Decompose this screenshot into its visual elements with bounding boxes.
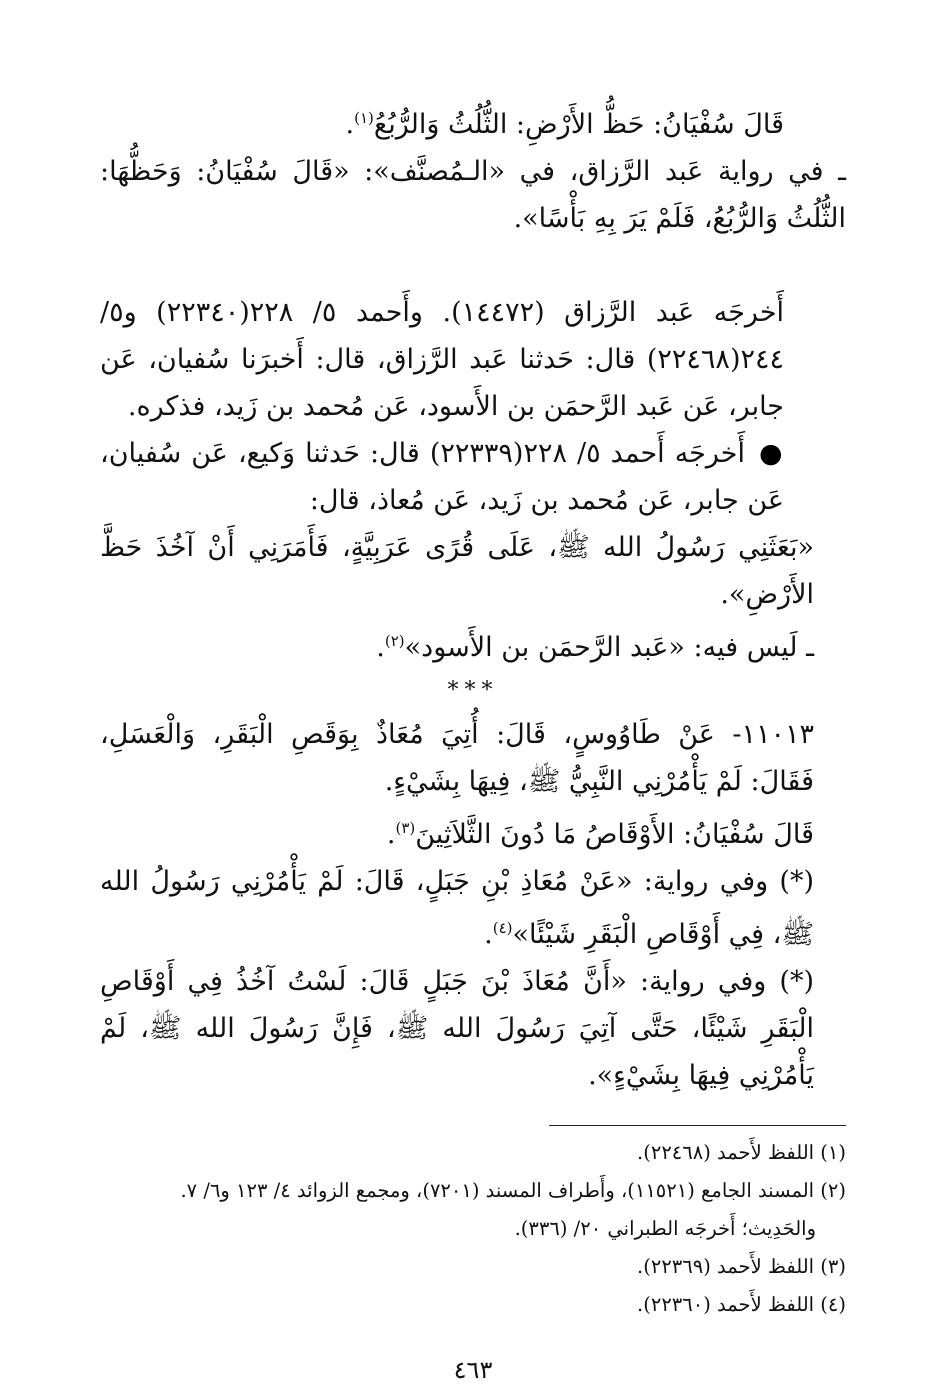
footnote-1: (١) اللفظ لأَحمد (٢٢٤٦٨).	[637, 1141, 846, 1164]
page-number: ٤٦٣	[453, 1356, 493, 1384]
footnote-2-continuation: والحَدِيث؛ أَخرجَه الطبراني ٢٠/ (٣٣٦).	[514, 1217, 816, 1240]
paragraph-takhrij-1: أَخرجَه عَبد الرَّزاق (١٤٤٧٢). وأَحمد ٥/ ٢٢٨(٢٢٣٤٠) و٥/ ٢٤٤(٢٢٤٦٨) قال: حَدثنا عَبد الرَّزاق، قال: أَخبرَنا سُفيان، عَن جابر، عَن عَبد الرَّحمَن بن الأَسود، عَن مُحمد بن زَيد، فذكره.	[100, 297, 785, 422]
paragraph-hadith-text: «بَعَثَنِي رَسُولُ الله ﷺ، عَلَى قُرًى عَرَبِيَّةٍ، فَأَمَرَنِي أَنْ آخُذَ حَظَّ الأَرْضِ».	[100, 532, 814, 610]
page	[100, 95, 846, 1383]
text: .	[386, 819, 396, 850]
footnote-4: (٤) اللفظ لأَحمد (٢٢٣٦٠).	[637, 1293, 846, 1316]
main-text	[100, 95, 846, 1099]
footnotes	[100, 1134, 846, 1324]
paragraph-riwaya-2: (*) وفي رواية: «أَنَّ مُعَاذَ بْنَ جَبَلٍ قَالَ: لَسْتُ آخُذُ فِي أَوْقَاصِ الْبَقَرِ شَيْئًا، حَتَّى آتِيَ رَسُولَ الله ﷺ، فَإِنَّ رَسُولَ الله ﷺ، لَمْ يَأْمُرْنِي فِيهَا بِشَيْءٍ».	[100, 966, 814, 1091]
footnote-3: (٣) اللفظ لأَحمد (٢٢٣٦٩).	[637, 1255, 846, 1278]
bullet-icon: ●	[758, 438, 784, 469]
text: قَالَ سُفْيَانُ: الأَوْقَاصُ مَا دُونَ الثَّلاَثِينَ	[415, 819, 814, 850]
text: أَخرجَه أَحمد ٥/ ٢٢٨(٢٢٣٣٩) قال: حَدثنا وَكيع، عَن سُفيان، عَن جابر، عَن مُحمد بن زَيد، عَن مُعاذ، قال:	[100, 438, 784, 516]
text: ـ لَيس فيه: «عَبد الرَّحمَن بن الأَسود»	[404, 632, 814, 663]
paragraph-sufyan-share: قَالَ سُفْيَانُ: حَظُّ الأَرْضِ: الثُّلُثُ وَالرُّبُعُ$^{(١)}$.	[345, 109, 784, 140]
paragraph-note	[100, 618, 846, 671]
paragraph-sufyan-awqas	[100, 805, 846, 858]
footnote-2: (٢) المسند الجامع (١١٥٢١)، وأَطراف المسند (٧٢٠١)، ومجمع الزوائد ٤/ ١٢٣ و٦/ ٧.	[180, 1179, 846, 1202]
paragraph-takhrij-2	[100, 430, 846, 524]
footnote-ref-2: (٢)	[384, 632, 405, 650]
text: قَالَ سُفْيَانُ: حَظُّ الأَرْضِ: الثُّلُثُ وَالرُّبُعُ	[373, 109, 784, 140]
text: .	[484, 919, 493, 950]
footnote-separator	[549, 1125, 846, 1126]
paragraph-riwaya-1	[100, 858, 846, 958]
paragraph-hadith-11013: ١١٠١٣- عَنْ طَاوُوسٍ، قَالَ: أُتِيَ مُعَاذٌ بِوَقَصِ الْبَقَرِ، وَالْعَسَلِ، فَقَالَ: لَمْ يَأْمُرْنِي النَّبِيُّ ﷺ، فِيهَا بِشَيْءٍ.	[100, 719, 814, 797]
footnote-ref-3: (٣)	[395, 819, 416, 837]
text: .	[376, 632, 385, 663]
footnote-ref-1: (١)	[354, 109, 374, 127]
section-divider-stars: ***	[447, 678, 499, 703]
footnote-ref-4: (٤)	[492, 919, 513, 937]
text: (*) وفي رواية: «عَنْ مُعَاذِ بْنِ جَبَلٍ، قَالَ: لَمْ يَأْمُرْنِي رَسُولُ الله ﷺ، فِي أَوْقَاصِ الْبَقَرِ شَيْئًا»	[100, 866, 814, 950]
paragraph-abdurrazzaq-narration: ـ في رواية عَبد الرَّزاق، في «الـمُصنَّف»: «قَالَ سُفْيَانُ: وَحَظُّهَا: الثُّلُثُ وَالرُّبُعُ، فَلَمْ يَرَ بِهِ بَأْسًا».	[100, 156, 846, 234]
